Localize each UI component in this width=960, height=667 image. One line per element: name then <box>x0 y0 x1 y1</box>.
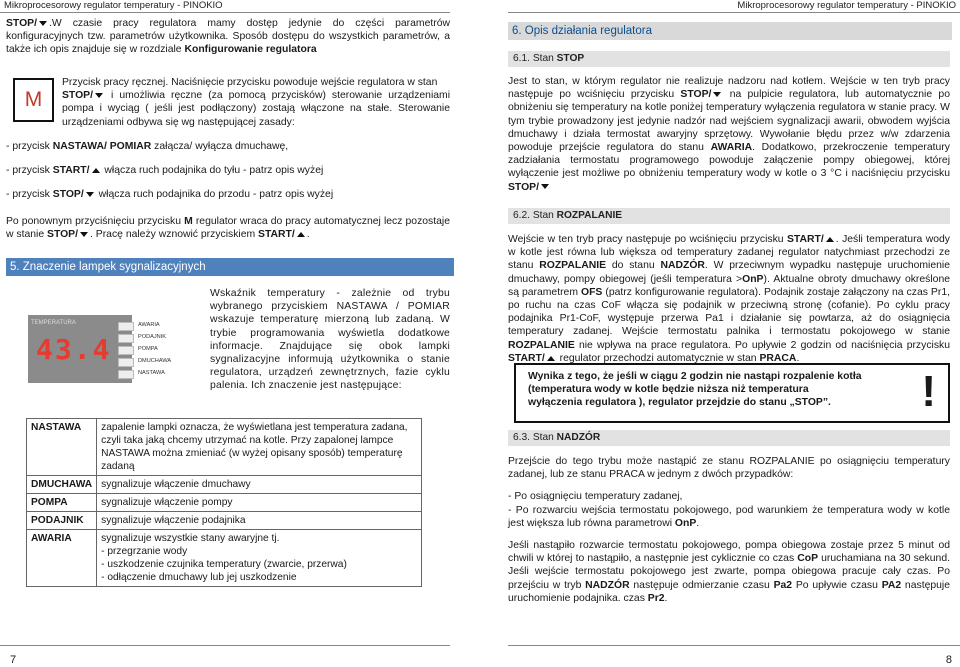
heading-text: 6.1. Stan <box>513 53 557 64</box>
arrow-up-icon <box>92 168 100 173</box>
awaria-ref: AWARIA <box>710 142 753 154</box>
page-number-right: 8 <box>945 654 952 666</box>
manual-mode-text: i umożliwia ręczne (za pomocą przycisków) sterowanie urządzeniami pompa i wyciąg ( jeśli jest podłączony) zostają włączone na stałe. Sterowanie urządzeniami odbywa się wg następującej zasady: <box>62 90 450 128</box>
text: . <box>696 517 700 529</box>
text: Jeśli nastąpiło rozwarcie termostatu pokojowego, pompa obiegowa zostaje przez 5 minut od chwili w której to nastąpiło, a następnie jest cyklicznie co czas <box>508 540 950 565</box>
section-6-1-heading <box>508 51 950 67</box>
bullet-key: NASTAWA/ POMIAR <box>52 141 152 152</box>
table-key: NASTAWA <box>27 419 97 476</box>
section-5-heading: 5. Znaczenie lampek sygnalizacyjnych <box>6 258 454 276</box>
intro-text: .W czasie pracy regulatora mamy dostęp jedynie do części parametrów konfiguracyjnych tzw. parametrów użytkownika. Sposób dostępu do wszystkich parametrów, a także ich opis znajduje się w rozdziale <box>6 18 450 56</box>
text: Wejście w ten tryb pracy następuje po wciśnięciu przycisku <box>508 234 787 245</box>
bullet-key: STOP/ <box>52 189 84 201</box>
lamp-label: AWARIA <box>138 322 160 328</box>
ofs-ref: OFS <box>581 286 603 298</box>
bullet-item <box>508 504 950 530</box>
warning-box <box>514 363 950 423</box>
supervision-intro: Przejście do tego trybu może nastąpić ze stanu ROZPALANIE po osiągnięciu temperatury zadanej, lub ze stanu PRACA w jednym z dwóch przypadków: <box>508 456 950 481</box>
temperature-display: 43.4 <box>36 333 112 366</box>
lamp-meaning-table <box>26 418 422 587</box>
heading-bold: ROZPALANIE <box>556 210 623 221</box>
temperature-label: TEMPERATURA <box>31 320 76 326</box>
lamp-label: PODAJNIK <box>138 334 166 340</box>
lamp-label: NASTAWA <box>138 370 165 376</box>
nadzor-ref: NADZÓR <box>585 579 630 591</box>
text: Po ponownym przyciśnięciu przycisku <box>6 216 185 227</box>
heading-text: 6.2. Stan <box>513 210 557 221</box>
section-6-heading: 6. Opis działania regulatora <box>508 22 952 40</box>
text: regulator wraca do pracy automatycznej lecz pozostaje w stanie <box>6 216 450 241</box>
manual-mode-line1: Przycisk pracy ręcznej. Naciśnięcie przycisku powoduje wejście regulatora w stan <box>62 77 438 88</box>
bullet-list <box>6 140 450 202</box>
text: . W przeciwnym wypadku następuje uruchomienie dmuchawy, pompy obiegowej (jeśli temperatura > <box>508 260 951 285</box>
text: . <box>664 592 668 604</box>
config-chapter-ref: Konfigurowanie regulatora <box>184 44 317 56</box>
table-key: AWARIA <box>27 530 97 587</box>
intro-paragraph <box>6 17 450 57</box>
table-row <box>27 512 422 530</box>
table-value: sygnalizuje włączenie dmuchawy <box>97 476 422 494</box>
pr2-ref: Pr2 <box>647 592 665 604</box>
text: do stanu <box>606 260 661 272</box>
table-key: POMPA <box>27 494 97 512</box>
arrow-down-icon <box>80 232 88 237</box>
bullet-item <box>6 164 450 177</box>
table-key: DMUCHAWA <box>27 476 97 494</box>
bullet-dash: - przycisk <box>6 165 53 177</box>
section-6-3-heading <box>508 430 950 446</box>
header-rule-right <box>508 12 960 13</box>
table-row <box>27 530 422 587</box>
lamp-awaria <box>118 322 134 331</box>
heading-bold: STOP <box>556 53 585 64</box>
pa2-ref: Pa2 <box>773 579 793 591</box>
lamp-dmuchawa <box>118 358 134 367</box>
bullet-text: załącza/ wyłącza dmuchawę, <box>151 141 289 152</box>
text: Po upływie czasu <box>792 579 882 591</box>
lamp-label: DMUCHAWA <box>138 358 172 364</box>
text: regulator przechodzi automatycznie w stan <box>556 352 760 364</box>
rozpalanie-ref: ROZPALANIE <box>539 260 607 272</box>
text: (patrz konfigurowanie regulatora). Podajnik zostaje załączony na czas Pr1, po ruchu na czas CoF włącza się podajnik w przeciwną stronę (cofanie). Po cyklu pracy podajnika Pr1-CoF, występuje przerwa Pa1 i działanie się powtarza, aż do osiągnięcia temperatury zadanej. Wejście termostatu palnika i termostatu pokojowego w stanie <box>508 286 950 338</box>
text: - Po rozwarciu wejścia termostatu pokojowego, pod warunkiem że temperatura wody w kotle jest większa lub równa parametrowi <box>508 504 950 529</box>
text: Jest to stan, w którym regulator nie realizuje nadzoru nad kotłem. Wejście w ten tryb pracy następuje po wciśnięciu przycisku <box>508 76 950 101</box>
table-row <box>27 494 422 512</box>
text: nie wpływa na prace regulatora. Po upływie 2 godzin od naciśnięcia przycisku <box>574 339 950 351</box>
table-value: sygnalizuje włączenie pompy <box>97 494 422 512</box>
bullet-item: - Po osiągnięciu temperatury zadanej, <box>508 491 683 503</box>
ignition-state-paragraph <box>508 233 950 365</box>
page-header-right: Mikroprocesorowy regulator temperatury - PINOKIO <box>737 0 956 11</box>
stop-button-ref: STOP/ <box>508 181 539 193</box>
bullet-text: włącza ruch podajnika do przodu - patrz opis wyżej <box>95 189 334 201</box>
rozpalanie-ref: ROZPALANIE <box>508 339 575 351</box>
arrow-up-icon <box>826 237 834 242</box>
table-value: zapalenie lampki oznacza, że wyświetlana jest temperatura zadana, czyli taka jaką chcemy utrzymać na kotle. Przy zapalonej lampce NASTAWA można zmieniać (w wyżej opisany sposób) temperaturę zadaną <box>97 419 422 476</box>
stop-button-ref: STOP/ <box>6 18 37 29</box>
text: następuje uruchomienie podajnika. czas <box>508 579 950 604</box>
start-button-ref: START/ <box>258 229 295 241</box>
text: następuje odmierzanie czasu <box>629 579 774 591</box>
text: na pulpicie regulatora, lub automatycznie po obniżeniu się temperatury na kotle poniżej temperatury wyłączenia regulatora w stanie pracy. W tym trybie prowadzony jest jedynie nadzór nad wejściem sygnalizacji awarii, obwodem wyjścia dmuchawy i działa termostat awaryjny sprzętowy. Wywołanie błędu przez w/w zdarzenia powoduje przejście regulatora do stanu <box>508 89 950 154</box>
table-value: sygnalizuje wszystkie stany awaryjne tj. - przegrzanie wody - uszkodzenie czujnika temperatury (zwarcie, przerwa) - odłączenie dmuchawy lub jej uszkodzenie <box>97 530 422 587</box>
text: . Jeśli temperatura wody w kotle jest równa lub większa od temperatury zadanej regulator natychmiast przechodzi ze stanu <box>508 234 950 272</box>
arrow-up-icon <box>547 356 555 361</box>
nadzor-ref: NADZÓR <box>660 260 705 272</box>
heading-bold: NADZÓR <box>556 432 601 443</box>
controller-display-panel <box>28 315 132 383</box>
heading-text: 6.3. Stan <box>513 432 557 443</box>
indicator-description: Wskaźnik temperatury - zależnie od trybu wybranego przyciskiem NASTAWA / POMIAR wskazuje temperaturę mierzoną lub zadaną. W trybie programowania wyświetla dodatkowe informacje. Znajdujące się obok lampki sygnalizacyjne informują użytkownika o stanie regulatora, urządzeń zewnętrznych, fazie cyklu palenia. Ich znaczenie jest następujące: <box>210 288 450 392</box>
footer-rule-left <box>0 645 450 646</box>
arrow-down-icon <box>95 93 103 98</box>
supervision-state-paragraph <box>508 455 950 605</box>
cop-ref: CoP <box>797 553 819 565</box>
bullet-text: włącza ruch podajnika do tyłu - patrz opis wyżej <box>101 165 324 177</box>
text: . <box>306 229 310 241</box>
lamp-nastawa <box>118 370 134 379</box>
m-button-icon: M <box>13 78 54 122</box>
page-header-left: Mikroprocesorowy regulator temperatury - PINOKIO <box>4 0 223 11</box>
lamp-label: POMPA <box>138 346 158 352</box>
arrow-down-icon <box>541 184 549 189</box>
m-key: M <box>184 216 193 227</box>
stop-button-ref: STOP/ <box>62 90 93 102</box>
return-paragraph <box>6 215 450 241</box>
start-button-ref: START/ <box>508 352 545 364</box>
footer-rule-right <box>508 645 960 646</box>
arrow-up-icon <box>297 232 305 237</box>
bullet-dash: - przycisk <box>6 141 53 152</box>
indicator-lamps <box>118 318 170 382</box>
arrow-down-icon <box>713 92 721 97</box>
warning-text: Wynika z tego, że jeśli w ciągu 2 godzin nie nastąpi rozpalenie kotła (temperatura wody w kotle będzie niższa niż temperatura wyłączenia regulatora ), regulator przejdzie do stanu „STOP”. <box>528 371 862 409</box>
text: ). Aktualne obroty dmuchawy określone są parametrem <box>508 273 950 298</box>
section-6-2-heading <box>508 208 950 224</box>
table-row <box>27 476 422 494</box>
text: . Pracę należy wznowić przyciskiem <box>90 229 259 241</box>
text: . <box>796 352 800 364</box>
lamp-podajnik <box>118 334 134 343</box>
header-rule-left <box>0 12 450 13</box>
onp-ref: OnP <box>674 517 697 529</box>
pa2-ref: PA2 <box>881 579 902 591</box>
table-value: sygnalizuje włączenie podajnika <box>97 512 422 530</box>
page-number-left: 7 <box>10 654 17 666</box>
arrow-down-icon <box>39 21 47 26</box>
praca-ref: PRACA <box>759 352 797 364</box>
bullet-item <box>6 140 450 153</box>
text: uruchamiana na 30 sekund. Jeśli wejście termostatu pokojowego jest zwarte, pompa obiegowa pracuje cały czas. Po przejściu w tryb <box>508 553 950 591</box>
manual-mode-paragraph <box>62 76 450 129</box>
exclamation-icon: ! <box>921 367 936 416</box>
table-key: PODAJNIK <box>27 512 97 530</box>
stop-button-ref: STOP/ <box>680 89 712 101</box>
text: . Dodatkowo, przekroczenie temperatury zadziałania termostatu programowego powoduje załączenie pompy obiegowej, której wyłączenie jest możliwe po obniżeniu temperatury wody w kotle o 3 °C i naciśnięciu przycisku <box>508 142 950 180</box>
bullet-dash: - przycisk <box>6 189 53 201</box>
onp-ref: OnP <box>742 273 764 285</box>
stop-button-ref: STOP/ <box>47 229 79 241</box>
start-button-ref: START/ <box>787 234 824 245</box>
lamp-pompa <box>118 346 134 355</box>
arrow-down-icon <box>86 192 94 197</box>
stop-state-paragraph <box>508 75 950 194</box>
bullet-item <box>6 188 450 201</box>
bullet-key: START/ <box>52 165 90 177</box>
table-row <box>27 419 422 476</box>
